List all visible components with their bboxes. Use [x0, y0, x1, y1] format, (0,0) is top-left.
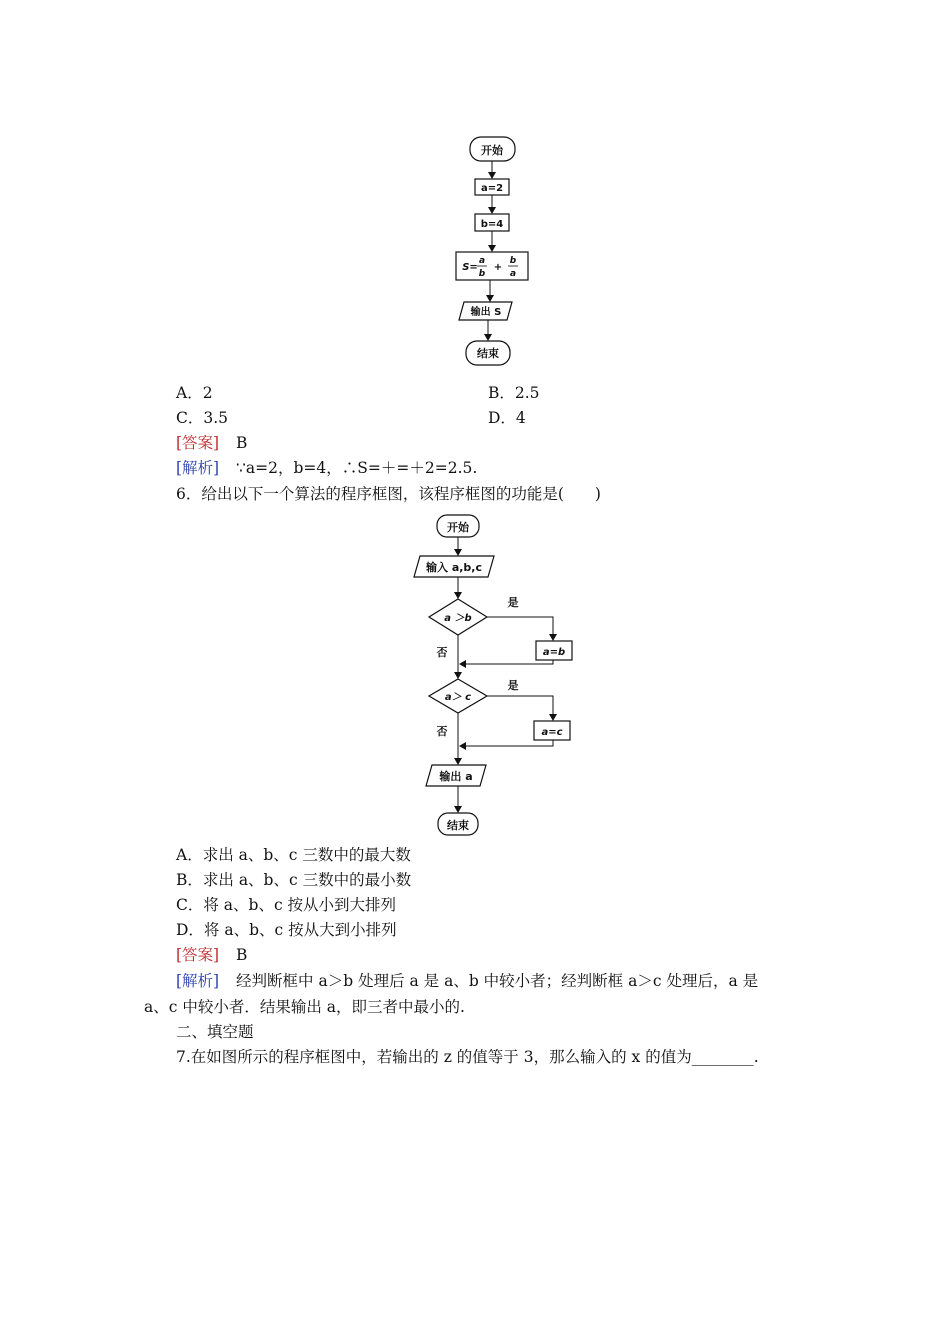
frac1-num: a — [478, 256, 486, 266]
section-heading: 二、填空题 — [176, 1023, 254, 1041]
q6-answer-tag: [答案] — [176, 946, 220, 964]
formula-s-label: S= — [462, 262, 478, 273]
q5-option-b: B．2.5 — [488, 384, 540, 402]
frac2-num: b — [509, 256, 517, 266]
q7-stem: 7.在如图所示的程序框图中，若输出的 z 的值等于 3，那么输入的 x 的值为________. — [176, 1048, 759, 1066]
output-s-label: 输出 S — [470, 307, 502, 318]
formula-plus: + — [493, 262, 503, 273]
fc2-no2-label: 否 — [436, 725, 448, 738]
q5-analysis — [176, 458, 477, 478]
q5-analysis-tag: [解析] — [176, 459, 220, 477]
fc2-input-label: 输入 a,b,c — [425, 561, 483, 574]
q5-answer — [176, 433, 247, 453]
q6-option-d: D．将 a、b、c 按从大到小排列 — [176, 921, 397, 939]
flowchart-1 — [0, 0, 950, 380]
q6-analysis-text-1: 经判断框中 a＞b 处理后 a 是 a、b 中较小者；经判断框 a＞c 处理后，a 是 — [236, 972, 759, 990]
q6-answer — [176, 945, 247, 965]
q5-answer-value: B — [236, 434, 248, 452]
q6-answer-value: B — [236, 946, 248, 964]
frac1-den: b — [478, 269, 486, 279]
fc2-assign2-label: a=c — [541, 727, 563, 738]
q6-option-b: B．求出 a、b、c 三数中的最小数 — [176, 871, 412, 889]
flowchart-2 — [0, 505, 950, 845]
fc2-no1-label: 否 — [436, 646, 448, 659]
q5-option-a: A．2 — [176, 384, 213, 402]
q5-analysis-text: ∵a=2，b=4，∴S=＋=＋2=2.5. — [236, 459, 478, 477]
fc2-cond2-label: a＞ c — [444, 692, 472, 703]
fc2-assign1-label: a=b — [542, 647, 566, 658]
q6-analysis-line-2: a、c 中较小者．结果输出 a，即三者中最小的. — [144, 998, 465, 1016]
q6-analysis-tag: [解析] — [176, 972, 220, 990]
q6-option-c: C．将 a、b、c 按从小到大排列 — [176, 896, 397, 914]
end-label: 结束 — [477, 347, 499, 360]
q6-option-a: A．求出 a、b、c 三数中的最大数 — [176, 846, 411, 864]
frac2-den: a — [509, 269, 517, 279]
q5-answer-tag: [答案] — [176, 434, 220, 452]
q5-option-d: D．4 — [488, 409, 526, 427]
q6-stem: 6．给出以下一个算法的程序框图，该程序框图的功能是( ) — [176, 485, 601, 503]
fc2-yes1-label: 是 — [507, 596, 519, 609]
q6-analysis — [176, 971, 758, 991]
fc2-end-label: 结束 — [447, 819, 469, 832]
q5-option-c: C．3.5 — [176, 409, 229, 427]
assign-b-label: b=4 — [480, 219, 504, 230]
fc2-output-label: 输出 a — [439, 770, 473, 783]
fc2-cond1-label: a ＞b — [444, 613, 472, 624]
fc2-yes2-label: 是 — [507, 679, 519, 692]
assign-a-label: a=2 — [480, 183, 504, 194]
fc2-start-label: 开始 — [447, 521, 469, 534]
start-label: 开始 — [481, 144, 503, 157]
